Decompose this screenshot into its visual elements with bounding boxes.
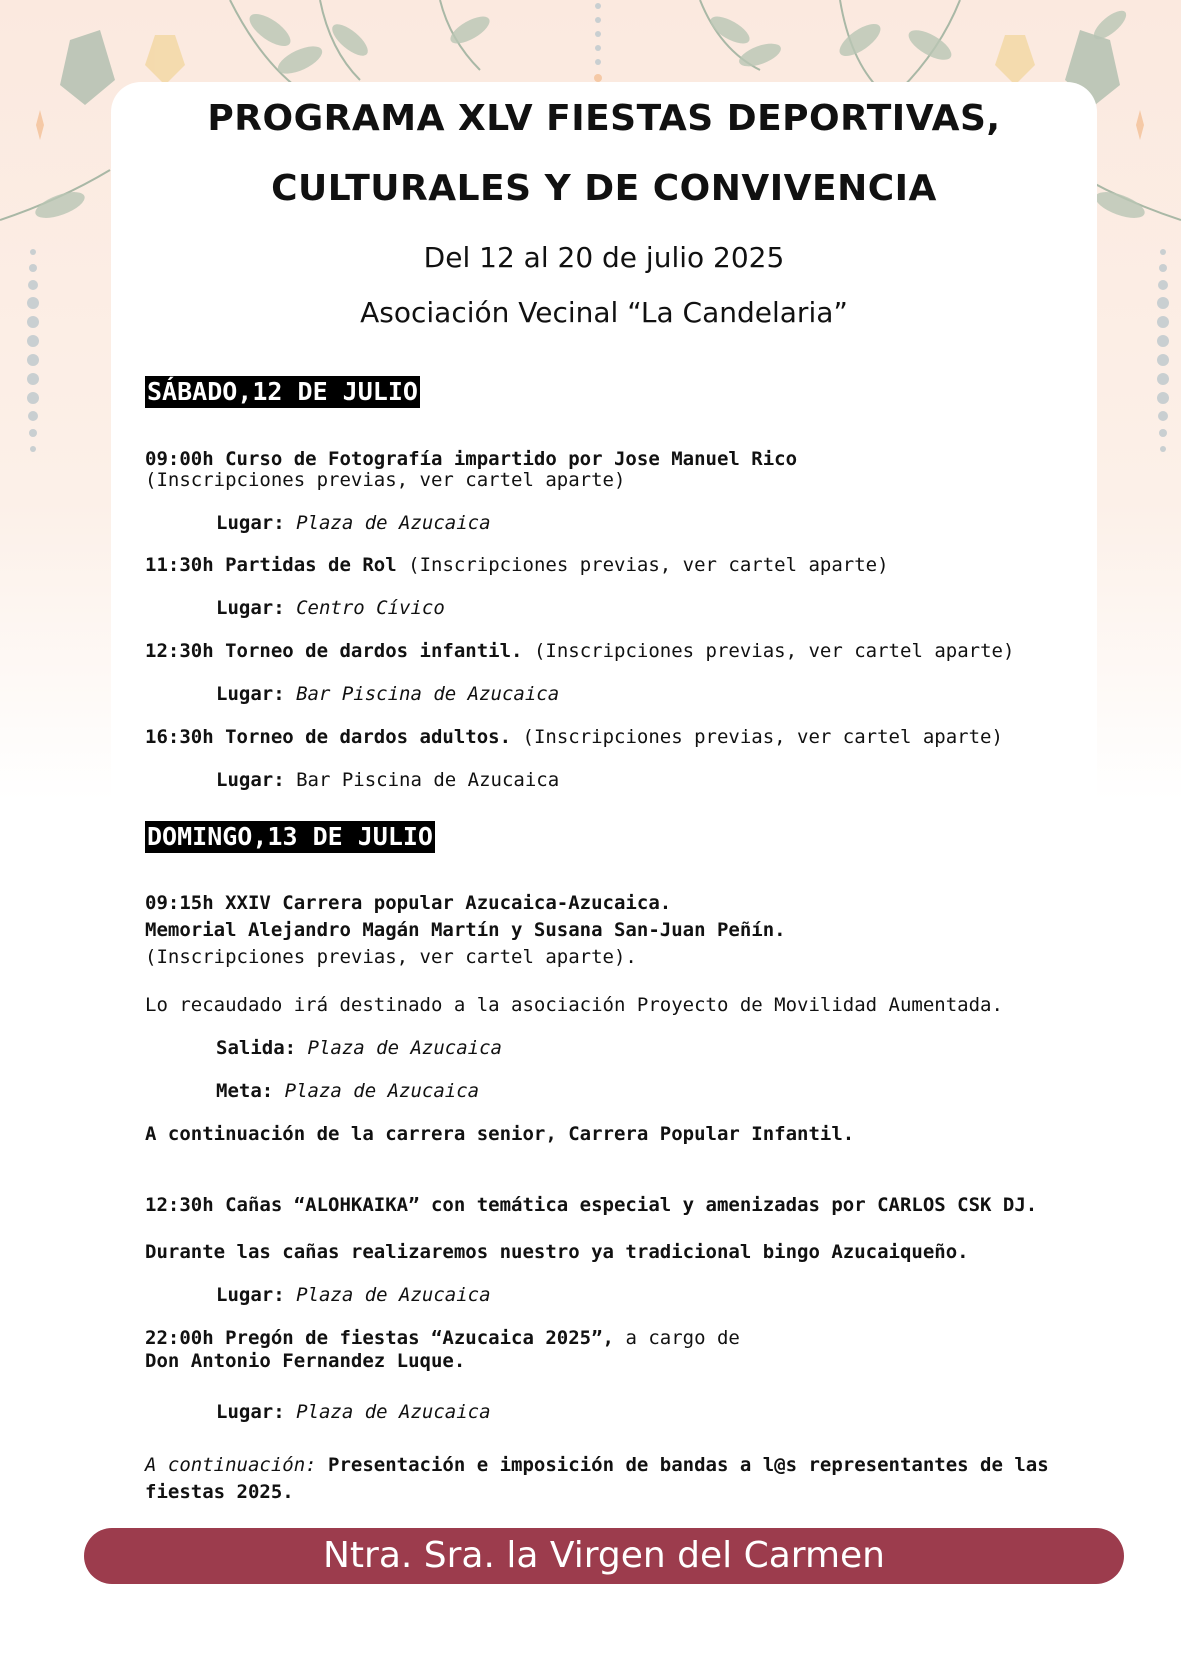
- saturday-event-4-place: [216, 769, 559, 791]
- saturday-event-3-place: [216, 683, 559, 705]
- place-label: Lugar:: [216, 769, 285, 791]
- title-line-2: CULTURALES Y DE CONVIVENCIA: [271, 168, 937, 209]
- place-value: Bar Piscina de Azucaica: [296, 683, 560, 705]
- event-note: (Inscripciones previas, ver cartel aparte): [522, 726, 1003, 748]
- event-note: (Inscripciones previas, ver cartel aparte): [533, 640, 1015, 662]
- after-label: A continuación:: [145, 1454, 317, 1476]
- event-title: 12:30h Torneo de dardos infantil.: [145, 640, 523, 662]
- saturday-event-3: [145, 640, 1014, 662]
- race-start: [216, 1037, 502, 1059]
- saturday-event-2-place: [216, 597, 445, 619]
- kids-race: A continuación de la carrera senior, Carrera Popular Infantil.: [145, 1123, 855, 1145]
- place-value: Centro Cívico: [296, 597, 445, 619]
- saturday-event-1-title: 09:00h Curso de Fotografía impartido por Jose Manuel Rico: [145, 448, 798, 470]
- presentation-line: [145, 1454, 1049, 1476]
- place-label: Lugar:: [216, 597, 285, 619]
- pregon-title: [145, 1327, 740, 1349]
- canas-title: 12:30h Cañas “ALOHKAIKA” con temática especial y amenizadas por CARLOS CSK DJ.: [145, 1194, 1038, 1216]
- canas-place: [216, 1284, 491, 1306]
- dates-line: Del 12 al 20 de julio 2025: [423, 241, 785, 274]
- place-value: Plaza de Azucaica: [296, 512, 491, 534]
- place-label: Lugar:: [216, 1284, 285, 1306]
- saturday-event-1-note: (Inscripciones previas, ver cartel aparte): [145, 469, 626, 491]
- race-note: (Inscripciones previas, ver cartel aparte).: [145, 946, 637, 968]
- race-title: 09:15h XXIV Carrera popular Azucaica-Azucaica.: [145, 892, 672, 914]
- saturday-event-2: [145, 554, 889, 576]
- place-label: Lugar:: [216, 683, 285, 705]
- canas-bingo: Durante las cañas realizaremos nuestro ya tradicional bingo Azucaiqueño.: [145, 1241, 969, 1263]
- title-line-1: PROGRAMA XLV FIESTAS DEPORTIVAS,: [207, 98, 1001, 139]
- pregon-speaker: Don Antonio Fernandez Luque.: [145, 1350, 466, 1372]
- place-value: Plaza de Azucaica: [296, 1284, 491, 1306]
- start-place: Plaza de Azucaica: [307, 1037, 502, 1059]
- race-finish: [216, 1080, 479, 1102]
- race-memorial: Memorial Alejandro Magán Martín y Susana San-Juan Peñín.: [145, 919, 786, 941]
- start-label: Salida:: [216, 1037, 297, 1059]
- place-value: Plaza de Azucaica: [296, 1401, 491, 1423]
- event-title: 11:30h Partidas de Rol: [145, 554, 397, 576]
- finish-place: Plaza de Azucaica: [284, 1080, 480, 1102]
- place-value: Bar Piscina de Azucaica: [296, 769, 560, 791]
- event-title: 16:30h Torneo de dardos adultos.: [145, 726, 512, 748]
- virgen-banner: Ntra. Sra. la Virgen del Carmen: [84, 1528, 1124, 1584]
- finish-label: Meta:: [216, 1080, 274, 1102]
- saturday-event-1-place: [216, 512, 491, 534]
- event-note: (Inscripciones previas, ver cartel aparte): [408, 554, 889, 576]
- pregon-heading: 22:00h Pregón de fiestas “Azucaica 2025”,: [145, 1327, 614, 1349]
- place-label: Lugar:: [216, 1401, 285, 1423]
- saturday-event-4: [145, 726, 1003, 748]
- presentation-line-2: fiestas 2025.: [145, 1481, 294, 1503]
- pregon-place: [216, 1401, 491, 1423]
- saturday-heading: SÁBADO,12 DE JULIO: [147, 377, 418, 406]
- sunday-heading: DOMINGO,13 DE JULIO: [147, 822, 433, 851]
- after-text: Presentación e imposición de bandas a l@s representantes de las: [316, 1454, 1049, 1476]
- race-charity: Lo recaudado irá destinado a la asociación Proyecto de Movilidad Aumentada.: [145, 994, 1003, 1016]
- place-label: Lugar:: [216, 512, 285, 534]
- pregon-by: a cargo de: [614, 1327, 740, 1349]
- association-line: Asociación Vecinal “La Candelaria”: [360, 296, 848, 329]
